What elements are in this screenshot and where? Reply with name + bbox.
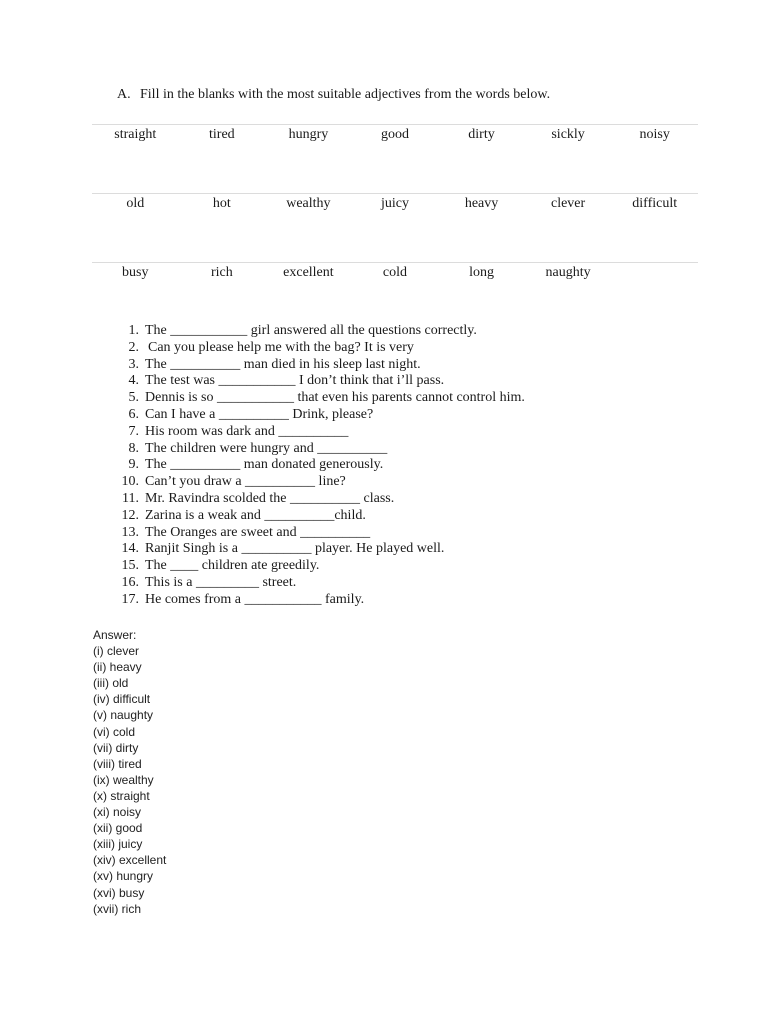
word-row — [92, 194, 698, 263]
question-text: The ___________ girl answered all the questions correctly. — [145, 323, 477, 338]
question-item — [113, 340, 525, 357]
word-cell: clever — [525, 194, 612, 263]
answer-item: (xv) hungry — [93, 869, 154, 884]
word-row — [92, 263, 698, 332]
question-text: Mr. Ravindra scolded the __________ class. — [145, 490, 395, 506]
question-text: His room was dark and __________ — [145, 423, 349, 439]
word-cell: excellent — [265, 263, 352, 332]
word-cell: rich — [179, 263, 266, 332]
question-text: Dennis is so ___________ that even his parents cannot control him. — [145, 390, 525, 406]
question-number: 14. — [121, 541, 139, 557]
question-item — [113, 592, 525, 609]
word-cell — [611, 263, 698, 332]
question-item — [113, 407, 525, 424]
answer-item: (xii) good — [93, 821, 143, 836]
question-number: 17. — [121, 591, 139, 607]
question-number: 16. — [121, 574, 139, 590]
question-number: 12. — [121, 507, 139, 523]
question-item — [113, 541, 525, 558]
answer-item: (v) naughty — [93, 708, 154, 723]
answer-item: (i) clever — [93, 644, 140, 659]
answer-item: (iv) difficult — [93, 692, 151, 707]
answer-item: (xiv) excellent — [93, 853, 167, 868]
word-cell: naughty — [525, 263, 612, 332]
question-number: 10. — [121, 474, 139, 490]
question-item — [113, 390, 525, 407]
instruction-text: Fill in the blanks with the most suitable adjectives from the words below. — [140, 87, 551, 102]
question-list — [113, 323, 525, 609]
word-cell: long — [438, 263, 525, 332]
question-text: The __________ man died in his sleep last night. — [145, 356, 421, 372]
question-text: The Oranges are sweet and __________ — [145, 524, 371, 540]
answer-item: (ix) wealthy — [93, 772, 154, 787]
question-text: The ____ children ate greedily. — [145, 558, 320, 574]
answer-item: (viii) tired — [93, 756, 142, 771]
question-text: The test was ___________ I don’t think that i’ll pass. — [145, 373, 445, 389]
question-item — [113, 373, 525, 390]
word-cell: cold — [352, 263, 439, 332]
question-item — [113, 525, 525, 542]
answer-item: (vi) cold — [93, 724, 136, 739]
word-cell: tired — [179, 125, 266, 194]
question-text: This is a _________ street. — [145, 574, 297, 590]
question-item — [113, 441, 525, 458]
question-number: 5. — [128, 390, 139, 406]
question-text: Ranjit Singh is a __________ player. He played well. — [145, 541, 445, 557]
question-text: The children were hungry and __________ — [145, 440, 388, 456]
question-item — [113, 357, 525, 374]
answer-item: (ii) heavy — [93, 660, 142, 675]
word-cell: busy — [92, 263, 179, 332]
word-cell: wealthy — [265, 194, 352, 263]
question-item — [113, 424, 525, 441]
question-number: 1. — [128, 323, 139, 338]
question-number: 8. — [128, 440, 139, 456]
question-number: 7. — [128, 423, 139, 439]
question-number: 4. — [128, 373, 139, 389]
word-bank-table — [92, 124, 698, 331]
section-letter: A. — [117, 87, 131, 102]
word-cell: dirty — [438, 125, 525, 194]
question-item — [113, 457, 525, 474]
word-cell: heavy — [438, 194, 525, 263]
word-cell: sickly — [525, 125, 612, 194]
word-cell: noisy — [611, 125, 698, 194]
answer-item: (x) straight — [93, 788, 150, 803]
answer-item: (xiii) juicy — [93, 837, 143, 852]
question-number: 3. — [128, 356, 139, 372]
question-number: 11. — [122, 490, 139, 506]
question-text: He comes from a ___________ family. — [145, 591, 365, 607]
word-cell: hot — [179, 194, 266, 263]
answer-item: (xvi) busy — [93, 885, 145, 900]
answer-item: (vii) dirty — [93, 740, 139, 755]
answer-block — [93, 627, 166, 917]
question-number: 9. — [128, 457, 139, 473]
question-text: Zarina is a weak and __________child. — [145, 507, 366, 523]
answer-item: (iii) old — [93, 676, 129, 691]
word-cell: good — [352, 125, 439, 194]
answer-item: (xvii) rich — [93, 901, 141, 916]
question-number: 2. — [128, 339, 139, 355]
question-item — [113, 575, 525, 592]
question-text: Can you please help me with the bag? It is very — [148, 339, 414, 355]
answer-item: (xi) noisy — [93, 805, 142, 820]
question-item — [113, 491, 525, 508]
question-text: Can I have a __________ Drink, please? — [145, 406, 374, 422]
instruction-line — [117, 87, 550, 103]
question-item — [113, 508, 525, 525]
word-cell: old — [92, 194, 179, 263]
question-number: 15. — [121, 558, 139, 574]
word-cell: hungry — [265, 125, 352, 194]
question-item — [113, 558, 525, 575]
question-number: 13. — [121, 524, 139, 540]
word-cell: juicy — [352, 194, 439, 263]
word-row — [92, 125, 698, 194]
question-item — [113, 474, 525, 491]
word-cell: straight — [92, 125, 179, 194]
word-cell: difficult — [611, 194, 698, 263]
question-text: Can’t you draw a __________ line? — [145, 474, 346, 490]
question-text: The __________ man donated generously. — [145, 457, 384, 473]
question-item — [113, 323, 525, 340]
question-number: 6. — [128, 406, 139, 422]
answer-heading: Answer: — [93, 628, 137, 642]
